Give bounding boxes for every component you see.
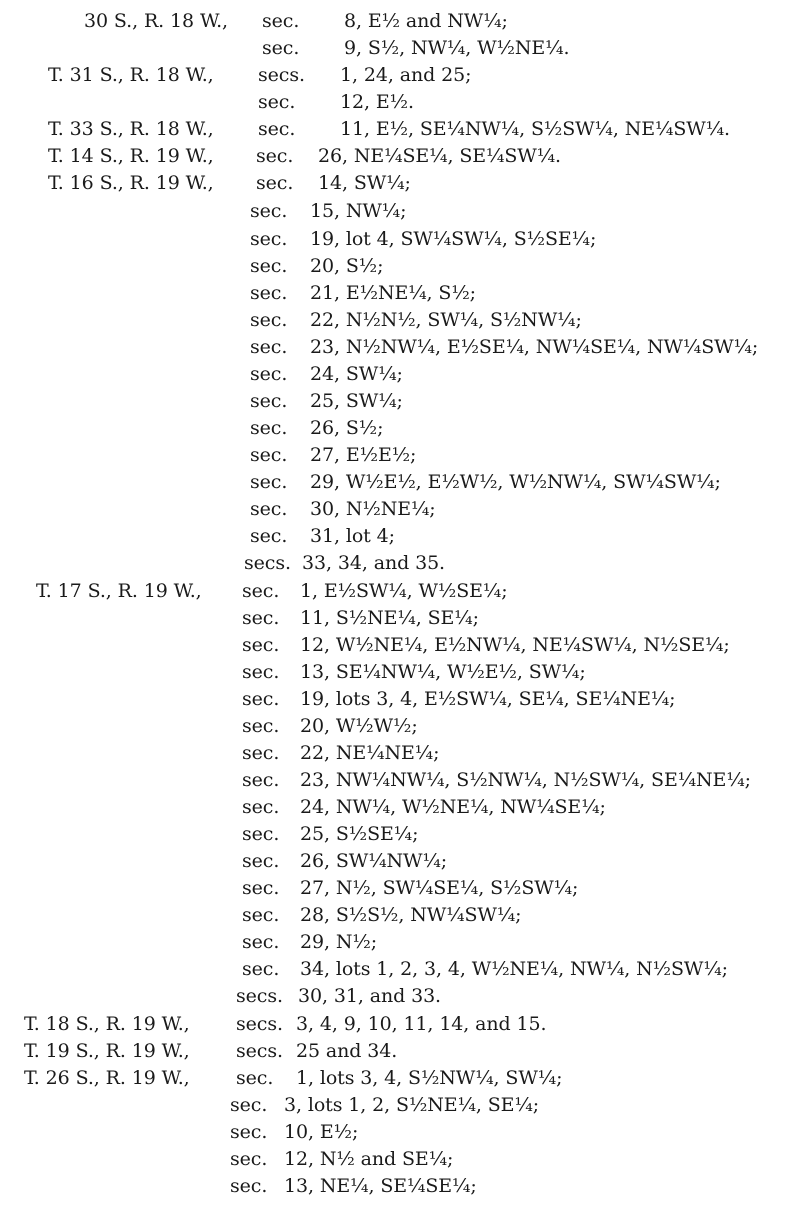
section-keyword: sec. xyxy=(250,444,288,466)
section-keyword: sec. xyxy=(242,580,280,602)
section-keyword: sec. xyxy=(250,228,288,250)
section-keyword: sec. xyxy=(250,200,288,222)
section-description: 1, lots 3, 4, S½NW¼, SW¼; xyxy=(296,1067,563,1089)
description-row xyxy=(0,1146,792,1173)
section-keyword: sec. xyxy=(256,145,294,167)
section-description: 25 and 34. xyxy=(296,1040,398,1062)
section-description: 24, SW¼; xyxy=(310,363,403,385)
description-row xyxy=(0,713,792,740)
section-keyword: sec. xyxy=(250,309,288,331)
description-row xyxy=(0,442,792,469)
township-range-label: T. 19 S., R. 19 W., xyxy=(24,1040,190,1062)
section-keyword: sec. xyxy=(262,10,300,32)
section-description: 14, SW¼; xyxy=(318,172,411,194)
section-keyword: sec. xyxy=(242,823,280,845)
section-description: 27, E½E½; xyxy=(310,444,417,466)
description-row xyxy=(0,361,792,388)
description-row xyxy=(0,496,792,523)
section-description: 30, N½NE¼; xyxy=(310,498,436,520)
description-row xyxy=(0,956,792,983)
section-keyword: sec. xyxy=(250,255,288,277)
section-keyword: sec. xyxy=(242,850,280,872)
township-range-label: T. 16 S., R. 19 W., xyxy=(48,172,214,194)
section-description: 25, S½SE¼; xyxy=(300,823,419,845)
section-keyword: sec. xyxy=(250,390,288,412)
description-row xyxy=(0,143,792,170)
section-keyword: sec. xyxy=(250,336,288,358)
section-keyword: sec. xyxy=(242,715,280,737)
section-keyword: sec. xyxy=(230,1121,268,1143)
section-description: 9, S½, NW¼, W½NE¼. xyxy=(344,37,570,59)
description-row xyxy=(0,1092,792,1119)
section-description: 30, 31, and 33. xyxy=(298,985,441,1007)
section-keyword: sec. xyxy=(262,37,300,59)
description-row xyxy=(0,116,792,143)
section-keyword: sec. xyxy=(250,282,288,304)
section-keyword: secs. xyxy=(258,64,305,86)
township-range-label: T. 33 S., R. 18 W., xyxy=(48,118,214,140)
section-description: 20, S½; xyxy=(310,255,384,277)
section-description: 28, S½S½, NW¼SW¼; xyxy=(300,904,522,926)
section-description: 25, SW¼; xyxy=(310,390,403,412)
section-description: 13, SE¼NW¼, W½E½, SW¼; xyxy=(300,661,586,683)
section-keyword: sec. xyxy=(242,877,280,899)
section-description: 33, 34, and 35. xyxy=(302,552,445,574)
section-description: 1, 24, and 25; xyxy=(340,64,472,86)
description-row xyxy=(0,929,792,956)
township-range-label: T. 17 S., R. 19 W., xyxy=(36,580,202,602)
section-keyword: sec. xyxy=(242,769,280,791)
section-keyword: sec. xyxy=(250,471,288,493)
section-keyword: sec. xyxy=(258,118,296,140)
township-range-label: T. 18 S., R. 19 W., xyxy=(24,1013,190,1035)
description-row xyxy=(0,8,792,35)
section-description: 23, N½NW¼, E½SE¼, NW¼SE¼, NW¼SW¼; xyxy=(310,336,759,358)
section-description: 22, N½N½, SW¼, S½NW¼; xyxy=(310,309,582,331)
section-description: 24, NW¼, W½NE¼, NW¼SE¼; xyxy=(300,796,606,818)
description-row xyxy=(0,605,792,632)
section-keyword: sec. xyxy=(242,688,280,710)
township-range-label: T. 14 S., R. 19 W., xyxy=(48,145,214,167)
section-description: 1, E½SW¼, W½SE¼; xyxy=(300,580,508,602)
description-row xyxy=(0,89,792,116)
section-description: 3, lots 1, 2, S½NE¼, SE¼; xyxy=(284,1094,540,1116)
description-row xyxy=(0,821,792,848)
description-row xyxy=(0,659,792,686)
description-row xyxy=(0,280,792,307)
section-keyword: sec. xyxy=(230,1148,268,1170)
description-row xyxy=(0,875,792,902)
section-keyword: sec. xyxy=(242,958,280,980)
section-description: 26, S½; xyxy=(310,417,384,439)
description-row xyxy=(0,1065,792,1092)
description-row xyxy=(0,902,792,929)
section-keyword: sec. xyxy=(242,661,280,683)
description-row xyxy=(0,550,792,577)
section-keyword: sec. xyxy=(230,1094,268,1116)
description-row xyxy=(0,767,792,794)
description-row xyxy=(0,62,792,89)
description-row xyxy=(0,334,792,361)
section-keyword: sec. xyxy=(242,742,280,764)
description-row xyxy=(0,198,792,225)
section-description: 29, W½E½, E½W½, W½NW¼, SW¼SW¼; xyxy=(310,471,721,493)
description-row xyxy=(0,388,792,415)
section-keyword: sec. xyxy=(256,172,294,194)
description-row xyxy=(0,632,792,659)
description-row xyxy=(0,253,792,280)
description-row xyxy=(0,523,792,550)
section-description: 11, E½, SE¼NW¼, S½SW¼, NE¼SW¼. xyxy=(340,118,730,140)
description-row xyxy=(0,794,792,821)
section-description: 31, lot 4; xyxy=(310,525,395,547)
description-row xyxy=(0,226,792,253)
section-description: 26, SW¼NW¼; xyxy=(300,850,448,872)
township-range-label: 30 S., R. 18 W., xyxy=(84,10,228,32)
description-row xyxy=(0,578,792,605)
section-description: 23, NW¼NW¼, S½NW¼, N½SW¼, SE¼NE¼; xyxy=(300,769,751,791)
section-description: 29, N½; xyxy=(300,931,377,953)
section-description: 15, NW¼; xyxy=(310,200,407,222)
description-row xyxy=(0,740,792,767)
section-keyword: sec. xyxy=(242,634,280,656)
description-row xyxy=(0,307,792,334)
section-keyword: sec. xyxy=(250,498,288,520)
section-keyword: secs. xyxy=(236,1040,283,1062)
description-row xyxy=(0,415,792,442)
description-row xyxy=(0,1119,792,1146)
section-description: 12, W½NE¼, E½NW¼, NE¼SW¼, N½SE¼; xyxy=(300,634,730,656)
section-keyword: secs. xyxy=(236,985,283,1007)
section-description: 34, lots 1, 2, 3, 4, W½NE¼, NW¼, N½SW¼; xyxy=(300,958,728,980)
township-range-label: T. 26 S., R. 19 W., xyxy=(24,1067,190,1089)
description-row xyxy=(0,1038,792,1065)
section-keyword: sec. xyxy=(242,607,280,629)
description-row xyxy=(0,848,792,875)
description-row xyxy=(0,1173,792,1200)
description-row xyxy=(0,469,792,496)
section-keyword: sec. xyxy=(258,91,296,113)
township-range-label: T. 31 S., R. 18 W., xyxy=(48,64,214,86)
section-keyword: sec. xyxy=(242,796,280,818)
section-description: 11, S½NE¼, SE¼; xyxy=(300,607,479,629)
section-description: 12, N½ and SE¼; xyxy=(284,1148,454,1170)
section-description: 10, E½; xyxy=(284,1121,359,1143)
section-description: 12, E½. xyxy=(340,91,414,113)
description-row xyxy=(0,1011,792,1038)
description-row xyxy=(0,983,792,1010)
section-description: 3, 4, 9, 10, 11, 14, and 15. xyxy=(296,1013,547,1035)
section-description: 20, W½W½; xyxy=(300,715,418,737)
description-row xyxy=(0,170,792,197)
section-keyword: secs. xyxy=(244,552,291,574)
section-keyword: sec. xyxy=(250,417,288,439)
section-keyword: sec. xyxy=(250,525,288,547)
section-description: 13, NE¼, SE¼SE¼; xyxy=(284,1175,477,1197)
description-row xyxy=(0,686,792,713)
description-row xyxy=(0,35,792,62)
section-description: 8, E½ and NW¼; xyxy=(344,10,508,32)
section-description: 19, lots 3, 4, E½SW¼, SE¼, SE¼NE¼; xyxy=(300,688,676,710)
section-keyword: sec. xyxy=(230,1175,268,1197)
section-keyword: sec. xyxy=(242,931,280,953)
section-keyword: sec. xyxy=(242,904,280,926)
section-description: 22, NE¼NE¼; xyxy=(300,742,440,764)
section-description: 27, N½, SW¼SE¼, S½SW¼; xyxy=(300,877,579,899)
section-description: 21, E½NE¼, S½; xyxy=(310,282,476,304)
section-description: 19, lot 4, SW¼SW¼, S½SE¼; xyxy=(310,228,597,250)
section-description: 26, NE¼SE¼, SE¼SW¼. xyxy=(318,145,561,167)
section-keyword: sec. xyxy=(250,363,288,385)
section-keyword: sec. xyxy=(236,1067,274,1089)
section-keyword: secs. xyxy=(236,1013,283,1035)
